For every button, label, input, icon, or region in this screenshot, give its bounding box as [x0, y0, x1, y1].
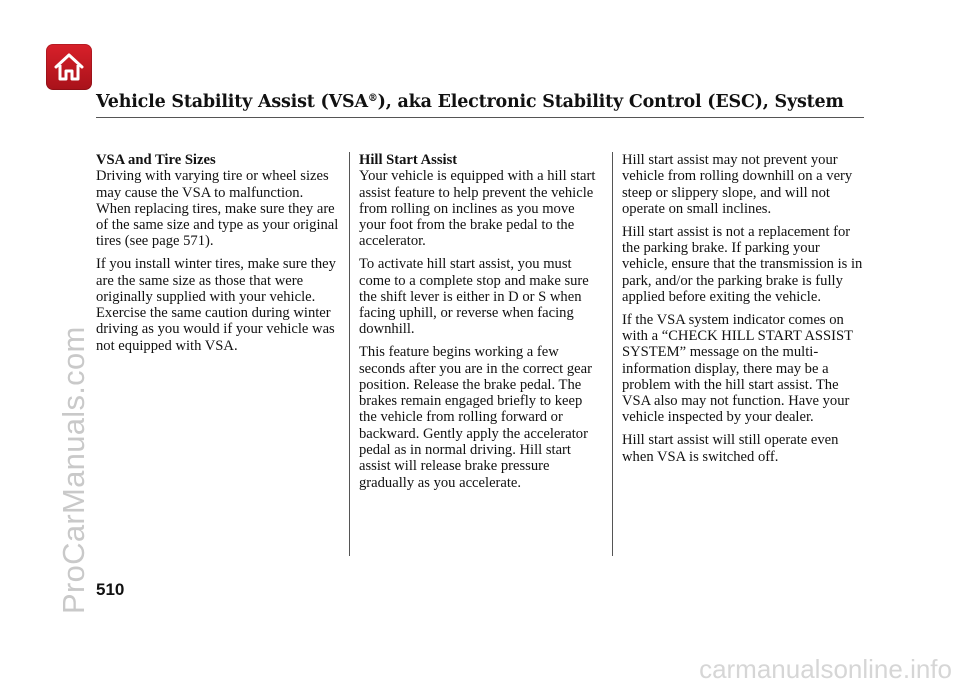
column-hill-start-assist	[359, 152, 602, 497]
column-divider	[349, 152, 350, 556]
page-title-main: Vehicle Stability Assist (VSA	[96, 92, 368, 112]
section-heading-vsa-tire-sizes: VSA and Tire Sizes	[96, 152, 216, 168]
page-title	[96, 92, 844, 112]
registered-mark: ®	[367, 93, 378, 104]
paragraph: Driving with varying tire or wheel sizes may cause the VSA to malfunction. When replacing tires, make sure they are of the same size and type as your original tires (see page 571).	[96, 168, 339, 250]
page-number: 510	[96, 580, 125, 599]
section-heading-hill-start-assist: Hill Start Assist	[359, 152, 458, 168]
paragraph: Hill start assist may not prevent your vehicle from rolling downhill on a very steep or slippery slope, and will not operate on small inclines.	[622, 152, 853, 217]
paragraph: Hill start assist is not a replacement for the parking brake. If parking your vehicle, ensure that the transmission is in park, and/or the parking brake is fully applied before exiting the vehicle.	[622, 223, 863, 305]
paragraph: If you install winter tires, make sure they are the same size as those that were originally supplied with your vehicle. Exercise the same caution during winter driving as you would if your vehicle was not equipped with VSA.	[96, 256, 336, 354]
page-title-rest: ), aka Electronic Stability Control (ESC), System	[377, 92, 844, 112]
paragraph: Your vehicle is equipped with a hill start assist feature to help prevent the vehicle from rolling on inclines as you move your foot from the brake pedal to the accelerator.	[359, 168, 596, 250]
paragraph: To activate hill start assist, you must come to a complete stop and make sure the shift lever is either in D or S when facing uphill, or reverse when facing downhill.	[359, 256, 589, 338]
column-divider	[612, 152, 613, 556]
home-icon	[53, 51, 85, 83]
column-hill-start-assist-continued	[622, 152, 868, 471]
paragraph: This feature begins working a few seconds after you are in the correct gear position. Release the brake pedal. The brakes remain engaged briefly to keep the vehicle from rolling forward or backward. Gently apply the accelerator pedal as in normal driving. Hill start assist will release brake pressure gradually as you accelerate.	[359, 344, 592, 491]
paragraph: If the VSA system indicator comes on with a “CHECK HILL START ASSIST SYSTEM” message on the multi-information display, there may be a problem with the hill start assist. The VSA also may not function. Have your vehicle inspected by your dealer.	[622, 311, 853, 426]
column-vsa-tire-sizes	[96, 152, 339, 361]
watermark-side: ProCarManuals.com	[56, 326, 91, 614]
home-button[interactable]	[46, 44, 92, 90]
title-rule	[96, 117, 864, 118]
watermark-bottom: carmanualsonline.info	[699, 654, 952, 684]
paragraph: Hill start assist will still operate even when VSA is switched off.	[622, 432, 839, 465]
